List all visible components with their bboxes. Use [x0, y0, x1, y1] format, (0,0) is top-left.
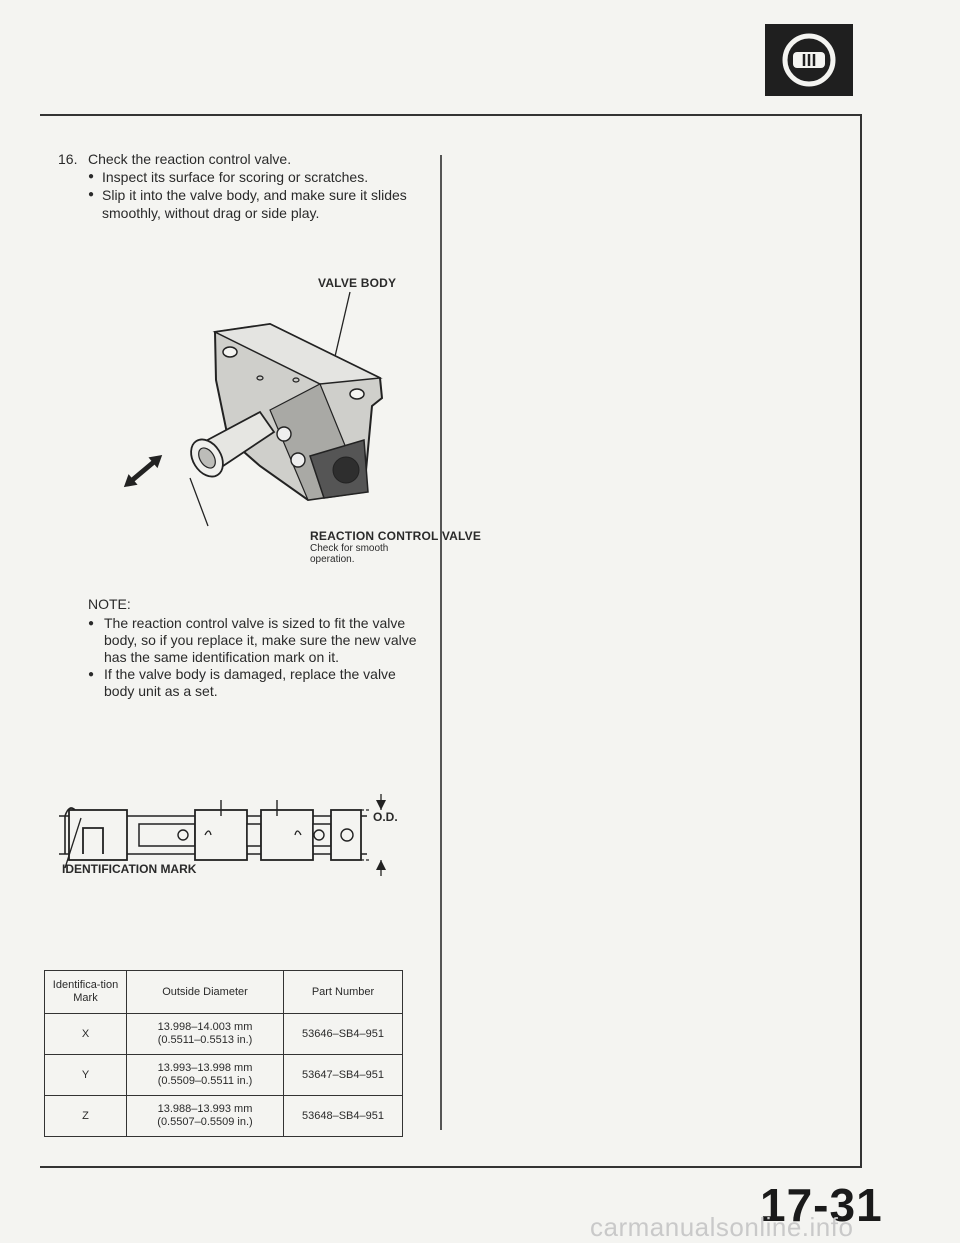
cell-outside-diameter [127, 1055, 284, 1096]
step-text: Check the reaction control valve. [88, 151, 292, 167]
column-divider [440, 155, 442, 1130]
cell-part-number: 53648–SB4–951 [284, 1096, 403, 1137]
valve-body-label: VALVE BODY [318, 276, 397, 290]
note-title: NOTE: [88, 596, 131, 612]
note-item: ● If the valve body is damaged, replace the valve body unit as a set. [88, 666, 422, 700]
od-in: (0.5507–0.5509 in.) [157, 1116, 253, 1128]
step-16 [58, 150, 426, 222]
reaction-control-valve-label: REACTION CONTROL VALVE [310, 529, 482, 543]
table-row [45, 1014, 403, 1055]
note-item: ● The reaction control valve is sized to fit the valve body, so if you replace it, make sure the new valve has the same identification mark on it. [88, 615, 422, 666]
header-identification-mark: Identifica-tion Mark [45, 971, 127, 1014]
cell-outside-diameter [127, 1096, 284, 1137]
note-list [88, 615, 422, 700]
steering-wheel-icon [779, 30, 839, 90]
od-mm: 13.993–13.998 mm [157, 1062, 253, 1074]
cell-mark: Z [45, 1096, 127, 1137]
note-block [88, 596, 422, 700]
spec-table [44, 970, 403, 1137]
cell-mark: Y [45, 1055, 127, 1096]
top-rule [40, 114, 862, 116]
cell-mark: X [45, 1014, 127, 1055]
cell-part-number: 53647–SB4–951 [284, 1055, 403, 1096]
step-heading [58, 150, 426, 168]
od-in: (0.5511–0.5513 in.) [157, 1034, 253, 1046]
od-mm: 13.998–14.003 mm [157, 1021, 253, 1033]
bottom-rule [40, 1166, 862, 1168]
identification-mark-label: IDENTIFICATION MARK [62, 862, 197, 876]
cell-part-number: 53646–SB4–951 [284, 1014, 403, 1055]
step-number: 16. [58, 151, 78, 167]
table-header-row [45, 971, 403, 1014]
cell-outside-diameter [127, 1014, 284, 1055]
reaction-control-valve-note: Check for smooth operation. [310, 543, 389, 565]
od-label: O.D. [373, 810, 398, 824]
od-mm: 13.988–13.993 mm [157, 1103, 253, 1115]
header-outside-diameter: Outside Diameter [127, 971, 284, 1014]
step-bullet: ● Inspect its surface for scoring or scratches. [88, 168, 426, 186]
right-rule [860, 114, 862, 1168]
od-in: (0.5509–0.5511 in.) [157, 1075, 253, 1087]
table-row [45, 1055, 403, 1096]
section-badge [765, 24, 853, 96]
header-part-number: Part Number [284, 971, 403, 1014]
step-bullets [58, 168, 426, 222]
watermark: carmanualsonline.info [590, 1212, 854, 1242]
table-row [45, 1096, 403, 1137]
step-bullet: ● Slip it into the valve body, and make sure it slides smoothly, without drag or side play. [88, 186, 426, 222]
page-number: 17-31 [760, 1179, 883, 1231]
